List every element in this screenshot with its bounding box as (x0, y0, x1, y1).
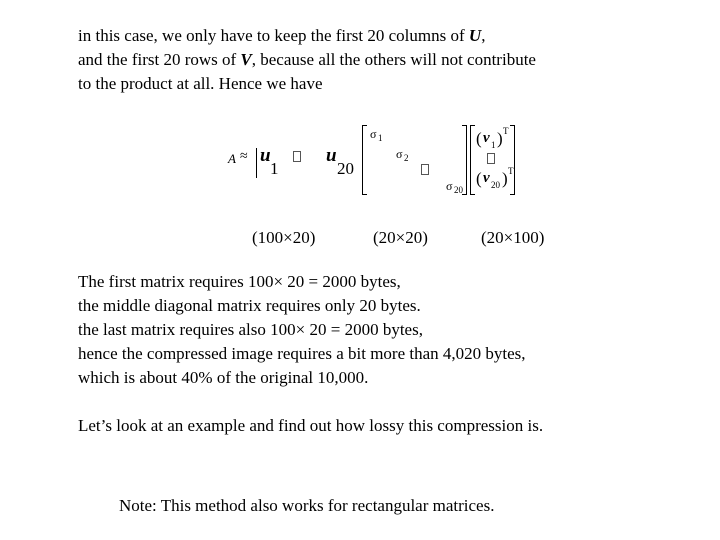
intro-line-3: to the product at all. Hence we have (78, 74, 323, 93)
v-first-open-paren: ( (476, 129, 482, 148)
intro-line-1-text: in this case, we only have to keep the first 20 columns of (78, 26, 469, 45)
sigma-first-subscript: 1 (378, 133, 383, 143)
sigma-second-subscript: 2 (404, 153, 409, 163)
u-matrix-left-bar (256, 148, 257, 178)
u-last-subscript: 20 (337, 159, 354, 178)
v-last-subscript: 20 (491, 180, 500, 190)
intro-line-2-text: and the first 20 rows of (78, 50, 241, 69)
equation-lhs-a: A (228, 151, 236, 166)
intro-line-2-suffix: , because all the others will not contribute (251, 50, 536, 69)
intro-line-2 (78, 48, 536, 72)
v-first-subscript: 1 (491, 140, 496, 150)
u-first-column: u (260, 145, 271, 166)
sigma-second: σ (396, 147, 403, 161)
v-first-row: v (483, 130, 490, 146)
example-line: Let’s look at an example and find out how lossy this compression is. (78, 416, 544, 435)
body-line-1: The first matrix requires 100× 20 = 2000 bytes, (78, 272, 401, 291)
v-last-close-paren: ) (502, 169, 508, 188)
v-last-open-paren: ( (476, 169, 482, 188)
sigma-right-bracket (462, 125, 467, 195)
placeholder-glyph-icon (293, 151, 301, 162)
equation-approx-sign: ≈ (240, 149, 248, 164)
body-line-3: the last matrix requires also 100× 20 = 2000 bytes, (78, 320, 423, 339)
u-first-subscript: 1 (270, 159, 279, 178)
placeholder-glyph-icon (487, 153, 495, 164)
v-right-bracket (510, 125, 515, 195)
intro-line-1-suffix: , (481, 26, 486, 45)
sigma-last-subscript: 20 (454, 185, 463, 195)
v-first-transpose: T (503, 126, 509, 136)
v-last-transpose: T (508, 166, 514, 176)
dim-label-sigma: (20×20) (373, 228, 428, 247)
body-line-5: which is about 40% of the original 10,000. (78, 368, 369, 387)
dim-label-v: (20×100) (481, 228, 545, 247)
matrix-v-variable: V (240, 50, 252, 69)
intro-line-1 (78, 24, 485, 48)
u-last-column: u (326, 145, 337, 166)
sigma-last: σ (446, 179, 453, 193)
v-left-bracket (470, 125, 475, 195)
placeholder-glyph-icon (421, 164, 429, 175)
body-line-2: the middle diagonal matrix requires only 20 bytes. (78, 296, 421, 315)
note-line: Note: This method also works for rectangular matrices. (119, 496, 495, 515)
matrix-u-variable: U (468, 26, 482, 45)
dim-label-u: (100×20) (252, 228, 316, 247)
sigma-left-bracket (362, 125, 367, 195)
v-first-close-paren: ) (497, 129, 503, 148)
v-last-row: v (483, 170, 490, 186)
body-line-4: hence the compressed image requires a bit more than 4,020 bytes, (78, 344, 526, 363)
sigma-first: σ (370, 127, 377, 141)
